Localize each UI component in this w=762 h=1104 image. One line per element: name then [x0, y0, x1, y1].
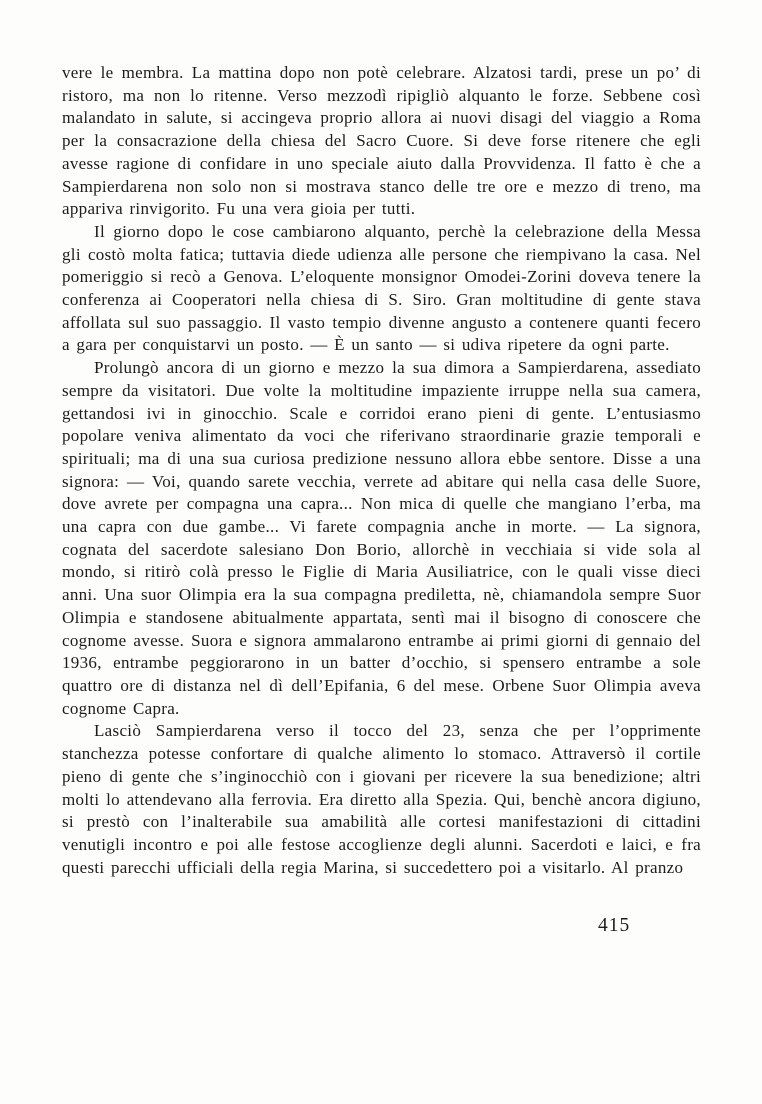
- body-paragraph: Prolungò ancora di un giorno e mezzo la sua dimora a Sampierdarena, assediato sempre da visitatori. Due volte la moltitudine impaziente irruppe nella sua camera, gettandosi ivi in ginocchio. Scale e corridoi erano pieni di gente. L’entusiasmo popolare veniva alimentato da voci che riferivano straordinarie grazie temporali e spirituali; ma di una sua curiosa predizione nessuno allora ebbe sentore. Disse a una signora: — Voi, quando sarete vecchia, verrete ad abitare qui nella casa delle Suore, dove avrete per compagna una capra... Non mica di quelle che mangiano l’erba, ma una capra con due gambe... Vi farete compagnia anche in morte. — La signora, cognata del sacerdote salesiano Don Borio, allorchè in vecchiaia si vide sola al mondo, si ritirò colà presso le Figlie di Maria Ausiliatrice, con le quali visse dieci anni. Una suor Olimpia era la sua compagna prediletta, nè, chiamandola sempre Suor Olimpia e standosene abitualmente appartata, sentì mai il bisogno di conoscere che cognome avesse. Suora e signora ammalarono entrambe ai primi giorni di gennaio del 1936, entrambe peggiorarono in un batter d’occhio, si spensero entrambe a sole quattro ore di distanza nel dì dell’Epifania, 6 del mese. Orbene Suor Olimpia aveva cognome Capra.: [62, 358, 701, 718]
- body-paragraph: Il giorno dopo le cose cambiarono alquanto, perchè la celebrazione della Messa gli costò molta fatica; tuttavia diede udienza alle persone che riempivano la casa. Nel pomeriggio si recò a Genova. L’eloquente monsignor Omodei-Zorini doveva tenere la conferenza ai Cooperatori nella chiesa di S. Siro. Gran moltitudine di gente stava affollata sul suo passaggio. Il vasto tempio divenne angusto a contenere quanti fecero a gara per conquistarvi un posto. — È un santo — si udiva ripetere da ogni parte.: [62, 221, 701, 355]
- body-paragraph: vere le membra. La mattina dopo non potè celebrare. Alzatosi tardi, prese un po’ di ristoro, ma non lo ritenne. Verso mezzodì ripigliò alquanto le forze. Sebbene così malandato in salute, si accingeva proprio allora ai nuovi disagi del viaggio a Roma per la consacrazione della chiesa del Sacro Cuore. Si deve forse ritenere che egli avesse ragione di confidare in uno speciale aiuto dalla Provvidenza. Il fatto è che a Sampierdarena non solo non si mostrava stanco delle tre ore e mezzo di treno, ma appariva rinvigorito. Fu una vera gioia per tutti.: [62, 63, 701, 219]
- body-paragraph: Lasciò Sampierdarena verso il tocco del 23, senza che per l’opprimente stanchezza potesse confortare di qualche alimento lo stomaco. Attraversò il cortile pieno di gente che s’inginocchiò con i giovani per ricevere la sua benedizione; altri molti lo attendevano alla ferrovia. Era diretto alla Spezia. Qui, benchè ancora digiuno, si prestò con l’inalterabile sua amabilità alle cortesi manifestazioni di cittadini venutigli incontro e poi alle festose accoglienze degli alunni. Sacerdoti e laici, e fra questi parecchi ufficiali della regia Marina, si succedettero poi a visitarlo. Al pranzo: [62, 721, 701, 877]
- page-text: [62, 62, 701, 879]
- page-number: 415: [598, 915, 631, 936]
